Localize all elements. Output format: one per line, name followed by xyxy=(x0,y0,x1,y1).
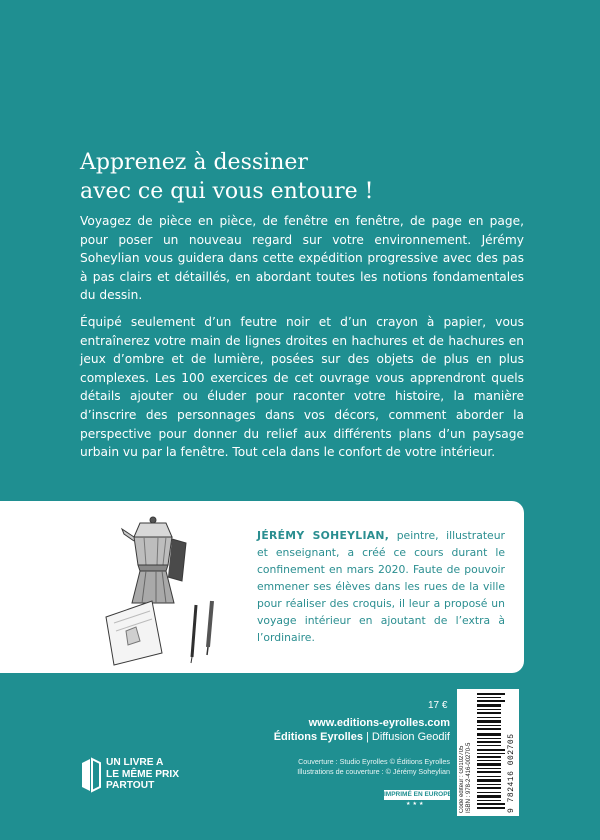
publisher-name: Éditions Eyrolles xyxy=(273,731,363,743)
publisher-line xyxy=(274,731,450,743)
publisher-separator: | xyxy=(362,731,372,743)
author-panel xyxy=(0,501,524,673)
website-link[interactable]: www.editions-eyrolles.com xyxy=(308,717,450,729)
livre-logo-line-2: LE MÊME PRIX xyxy=(106,768,180,780)
imprime-dots: ★★★ xyxy=(406,801,426,807)
moka-pot-sketch xyxy=(100,507,250,667)
livre-logo-line-3: PARTOUT xyxy=(106,780,155,792)
book-price-logo-icon xyxy=(80,757,102,793)
author-bio-text: peintre, illustrateur et enseignant, a créé ce cours durant le confinement en mars 2020. Faute de pouvoir emmener ses élèves dans les rues de la ville pour réaliser des croquis, il leur a proposé un voyage intérieur en ajoutant de l’extra à l’ordinaire. xyxy=(257,529,505,644)
code-editeur: Code éditeur : G0102705 xyxy=(459,745,465,813)
diffusion-name: Diffusion Geodif xyxy=(371,731,450,743)
barcode-info xyxy=(459,691,473,813)
author-bio xyxy=(257,527,505,646)
headline xyxy=(80,148,540,206)
barcode-number: 9 782416 002705 xyxy=(507,733,516,813)
author-name: JÉRÉMY SOHEYLIAN, xyxy=(257,529,390,542)
headline-line-2: avec ce qui vous entoure ! xyxy=(80,179,374,204)
barcode-box xyxy=(457,689,519,816)
headline-line-1: Apprenez à dessiner xyxy=(80,150,308,175)
credits-line-2: Illustrations de couverture : © Jérémy Soheylian xyxy=(297,767,450,776)
credits xyxy=(297,757,450,777)
barcode-bars xyxy=(477,693,505,811)
imprime-badge: IMPRIMÉ EN EUROPE xyxy=(384,791,452,798)
isbn: ISBN : 978-2-416-00270-5 xyxy=(466,742,472,813)
credits-line-1: Couverture : Studio Eyrolles © Éditions Eyrolles xyxy=(298,757,450,766)
livre-logo-text xyxy=(106,757,179,792)
livre-logo-line-1: UN LIVRE A xyxy=(106,757,164,768)
description-paragraph: Équipé seulement d’un feutre noir et d’un crayon à papier, vous entraînerez votre main de lignes droites en hachures et de hachures en jeux d’ombre et de lumière, posées sur des objets de plus en plus complexes. Les 100 exercices de cet ouvrage vous apprendront quels détails ajouter ou éluder pour raconter votre histoire, la manière d’inscrire des personnages dans vos décors, comment aborder la perspective pour donner du relief aux différents plans d’un paysage urbain vu par la fenêtre. Tout cela dans le confort de votre intérieur. xyxy=(80,315,524,460)
price: 17 € xyxy=(428,700,448,711)
intro-paragraph: Voyagez de pièce en pièce, de fenêtre en fenêtre, de page en page, pour poser un nouveau regard sur votre environnement. Jérémy Soheylian vous guidera dans cette expédition progressive avec des pas à pas clairs et détaillés, en abordant toutes les notions fondamentales du dessin. xyxy=(80,214,524,303)
